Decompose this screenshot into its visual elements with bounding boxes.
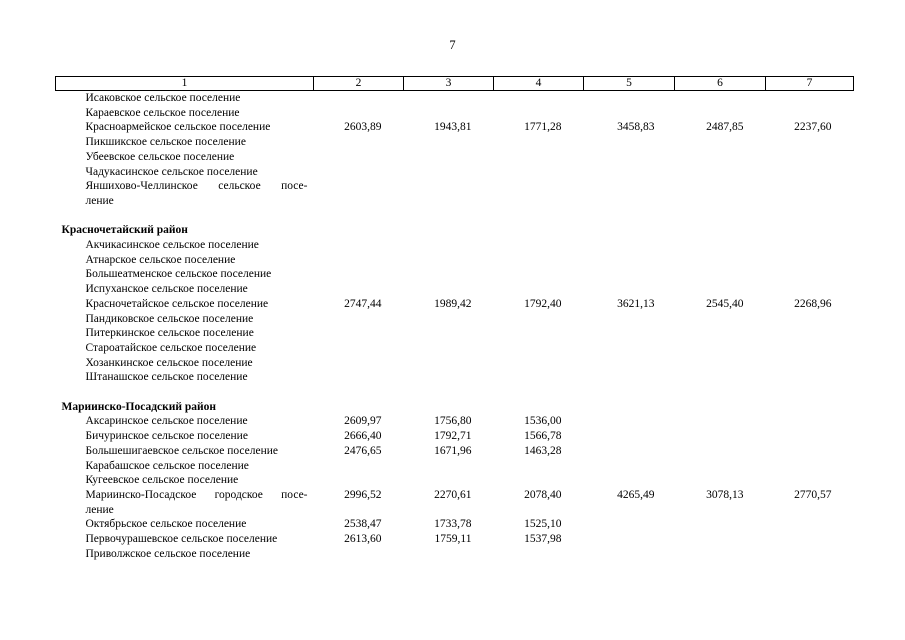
settlement-name: Бичуринское сельское поселение bbox=[85, 430, 248, 443]
value-col-5 bbox=[584, 517, 675, 532]
page-number: 7 bbox=[449, 38, 456, 52]
value-col-7 bbox=[766, 135, 854, 150]
value-col-3: 1989,42 bbox=[434, 297, 472, 310]
value-col-2 bbox=[314, 194, 404, 209]
value-col-5 bbox=[584, 503, 675, 518]
header-col-4: 4 bbox=[494, 77, 584, 91]
value-col-2: 2476,65 bbox=[344, 444, 382, 457]
settlement-name: ление bbox=[85, 194, 114, 207]
settlement-name: Атнарское сельское поселение bbox=[85, 253, 236, 266]
value-col-4: 1536,00 bbox=[524, 415, 562, 428]
value-col-3 bbox=[404, 135, 494, 150]
district-header-row bbox=[56, 400, 854, 415]
settlement-name: Пикшикское сельское поселение bbox=[85, 136, 246, 149]
settlement-name: Аксаринское сельское поселение bbox=[85, 415, 248, 428]
value-col-3 bbox=[404, 356, 494, 371]
header-col-2: 2 bbox=[314, 77, 404, 91]
settlement-name: Красночетайское сельское поселение bbox=[85, 297, 269, 310]
value-col-7 bbox=[766, 106, 854, 121]
table-row bbox=[56, 282, 854, 297]
value-col-5 bbox=[584, 547, 675, 562]
value-col-4 bbox=[494, 473, 584, 488]
value-col-5 bbox=[584, 194, 675, 209]
value-col-5 bbox=[584, 326, 675, 341]
value-col-2 bbox=[314, 106, 404, 121]
settlement-name: Кугеевское сельское поселение bbox=[85, 474, 239, 487]
value-col-7: 2770,57 bbox=[794, 488, 832, 501]
value-col-4: 1792,40 bbox=[524, 297, 562, 310]
value-col-6 bbox=[675, 517, 766, 532]
value-col-3 bbox=[404, 547, 494, 562]
value-col-6 bbox=[675, 473, 766, 488]
value-col-2 bbox=[314, 91, 404, 106]
settlement-name: Приволжское сельское поселение bbox=[85, 547, 251, 560]
settlement-name: Акчикасинское сельское поселение bbox=[85, 239, 259, 252]
value-col-4 bbox=[494, 267, 584, 282]
value-col-4 bbox=[494, 194, 584, 209]
value-col-2 bbox=[314, 267, 404, 282]
settlement-name: Большеатменское сельское поселение bbox=[85, 268, 272, 281]
value-col-3 bbox=[404, 194, 494, 209]
district-name: Красночетайский район bbox=[61, 224, 188, 237]
value-col-5 bbox=[584, 238, 675, 253]
value-col-5 bbox=[584, 150, 675, 165]
value-col-4: 1537,98 bbox=[524, 533, 562, 546]
table-row bbox=[56, 547, 854, 562]
value-col-3: 1792,71 bbox=[434, 430, 472, 443]
header-col-7: 7 bbox=[766, 77, 854, 91]
value-col-4 bbox=[494, 370, 584, 385]
data-table bbox=[55, 76, 854, 561]
value-col-6 bbox=[675, 135, 766, 150]
value-col-5 bbox=[584, 267, 675, 282]
header-col-5: 5 bbox=[584, 77, 675, 91]
table-row bbox=[56, 341, 854, 356]
value-col-4 bbox=[494, 135, 584, 150]
value-col-2 bbox=[314, 326, 404, 341]
district-header-row bbox=[56, 223, 854, 238]
value-col-5 bbox=[584, 341, 675, 356]
value-col-7 bbox=[766, 267, 854, 282]
value-col-7 bbox=[766, 312, 854, 327]
value-col-2 bbox=[314, 135, 404, 150]
value-col-6 bbox=[675, 356, 766, 371]
settlement-name: Убеевское сельское поселение bbox=[85, 150, 235, 163]
value-col-3 bbox=[404, 253, 494, 268]
settlement-name: ление bbox=[85, 503, 114, 516]
value-col-2 bbox=[314, 150, 404, 165]
value-col-4 bbox=[494, 282, 584, 297]
table-row bbox=[56, 370, 854, 385]
value-col-6: 2545,40 bbox=[706, 297, 744, 310]
value-col-3 bbox=[404, 473, 494, 488]
table-row bbox=[56, 91, 854, 106]
value-col-3 bbox=[404, 179, 494, 194]
table-row bbox=[56, 459, 854, 474]
value-col-4 bbox=[494, 312, 584, 327]
table-row bbox=[56, 356, 854, 371]
value-col-2: 2538,47 bbox=[344, 518, 382, 531]
value-col-7 bbox=[766, 150, 854, 165]
value-col-3 bbox=[404, 503, 494, 518]
value-col-4: 1566,78 bbox=[524, 430, 562, 443]
value-col-6 bbox=[675, 253, 766, 268]
value-col-7: 2237,60 bbox=[794, 121, 832, 134]
table-row bbox=[56, 267, 854, 282]
value-col-7 bbox=[766, 194, 854, 209]
spacer-row bbox=[56, 209, 854, 224]
value-col-4 bbox=[494, 179, 584, 194]
table-row bbox=[56, 135, 854, 150]
value-col-4 bbox=[494, 341, 584, 356]
value-col-6 bbox=[675, 532, 766, 547]
table-row bbox=[56, 179, 854, 194]
value-col-3 bbox=[404, 150, 494, 165]
value-col-3 bbox=[404, 165, 494, 180]
settlement-name: Караевское сельское поселение bbox=[85, 106, 240, 119]
value-col-7 bbox=[766, 253, 854, 268]
value-col-2 bbox=[314, 282, 404, 297]
value-col-5 bbox=[584, 106, 675, 121]
value-col-3 bbox=[404, 312, 494, 327]
value-col-4 bbox=[494, 547, 584, 562]
value-col-5 bbox=[584, 414, 675, 429]
value-col-3: 1756,80 bbox=[434, 415, 472, 428]
value-col-7 bbox=[766, 414, 854, 429]
value-col-3: 1943,81 bbox=[434, 121, 472, 134]
value-col-6 bbox=[675, 326, 766, 341]
value-col-7 bbox=[766, 179, 854, 194]
settlement-name: Питеркинское сельское поселение bbox=[85, 327, 254, 340]
table-row bbox=[56, 503, 854, 518]
spacer-cell bbox=[56, 209, 854, 224]
value-col-5 bbox=[584, 459, 675, 474]
value-col-4 bbox=[494, 326, 584, 341]
header-col-6: 6 bbox=[675, 77, 766, 91]
value-col-2 bbox=[314, 473, 404, 488]
value-col-3 bbox=[404, 341, 494, 356]
table-row bbox=[56, 238, 854, 253]
value-col-6 bbox=[675, 106, 766, 121]
value-col-4 bbox=[494, 459, 584, 474]
value-col-6 bbox=[675, 91, 766, 106]
value-col-7: 2268,96 bbox=[794, 297, 832, 310]
value-col-2 bbox=[314, 503, 404, 518]
value-col-2 bbox=[314, 370, 404, 385]
table-row bbox=[56, 165, 854, 180]
value-col-4 bbox=[494, 165, 584, 180]
settlement-name: Штанашское сельское поселение bbox=[85, 371, 248, 384]
value-col-3 bbox=[404, 238, 494, 253]
settlement-name: Мариинско-Посадское городское посе- bbox=[85, 488, 308, 501]
value-col-7 bbox=[766, 91, 854, 106]
settlement-name: Первочурашевское сельское поселение bbox=[85, 533, 278, 546]
value-col-6 bbox=[675, 429, 766, 444]
value-col-5 bbox=[584, 135, 675, 150]
value-col-2: 2747,44 bbox=[344, 297, 382, 310]
value-col-6 bbox=[675, 165, 766, 180]
value-col-2 bbox=[314, 179, 404, 194]
settlement-name: Хозанкинское сельское поселение bbox=[85, 356, 253, 369]
value-col-3: 1759,11 bbox=[434, 533, 472, 546]
value-col-7 bbox=[766, 238, 854, 253]
value-col-3 bbox=[404, 282, 494, 297]
value-col-6 bbox=[675, 194, 766, 209]
value-col-3: 1733,78 bbox=[434, 518, 472, 531]
table-row bbox=[56, 326, 854, 341]
value-col-3 bbox=[404, 91, 494, 106]
table-row bbox=[56, 150, 854, 165]
value-col-4 bbox=[494, 150, 584, 165]
value-col-2: 2666,40 bbox=[344, 430, 382, 443]
value-col-7 bbox=[766, 429, 854, 444]
value-col-6 bbox=[675, 414, 766, 429]
value-col-4 bbox=[494, 91, 584, 106]
value-col-4 bbox=[494, 503, 584, 518]
value-col-7 bbox=[766, 517, 854, 532]
value-col-6 bbox=[675, 341, 766, 356]
value-col-4 bbox=[494, 238, 584, 253]
value-col-5 bbox=[584, 429, 675, 444]
value-col-3: 2270,61 bbox=[434, 488, 472, 501]
value-col-3: 1671,96 bbox=[434, 444, 472, 457]
value-col-6: 3078,13 bbox=[706, 488, 744, 501]
value-col-5: 4265,49 bbox=[617, 488, 655, 501]
table-row bbox=[56, 532, 854, 547]
value-col-2 bbox=[314, 238, 404, 253]
table-row bbox=[56, 473, 854, 488]
value-col-2 bbox=[314, 341, 404, 356]
settlement-name: Карабашское сельское поселение bbox=[85, 459, 249, 472]
value-col-4 bbox=[494, 356, 584, 371]
value-col-2: 2603,89 bbox=[344, 121, 382, 134]
value-col-7 bbox=[766, 444, 854, 459]
table-row bbox=[56, 297, 854, 312]
spacer-cell bbox=[56, 385, 854, 400]
value-col-5 bbox=[584, 282, 675, 297]
settlement-name: Большешигаевское сельское поселение bbox=[85, 444, 279, 457]
table-row bbox=[56, 312, 854, 327]
value-col-7 bbox=[766, 473, 854, 488]
value-col-7 bbox=[766, 547, 854, 562]
value-col-3 bbox=[404, 106, 494, 121]
value-col-5 bbox=[584, 532, 675, 547]
settlement-name: Октябрьское сельское поселение bbox=[85, 518, 247, 531]
value-col-3 bbox=[404, 326, 494, 341]
value-col-2: 2613,60 bbox=[344, 533, 382, 546]
column-number-header bbox=[56, 77, 854, 91]
value-col-2 bbox=[314, 356, 404, 371]
value-col-6 bbox=[675, 547, 766, 562]
value-col-6 bbox=[675, 312, 766, 327]
value-col-5 bbox=[584, 370, 675, 385]
table-row bbox=[56, 414, 854, 429]
value-col-3 bbox=[404, 459, 494, 474]
value-col-5 bbox=[584, 473, 675, 488]
value-col-2: 2996,52 bbox=[344, 488, 382, 501]
value-col-4: 1771,28 bbox=[524, 121, 562, 134]
value-col-5 bbox=[584, 356, 675, 371]
value-col-7 bbox=[766, 341, 854, 356]
settlement-name: Красноармейское сельское поселение bbox=[85, 121, 271, 134]
value-col-7 bbox=[766, 503, 854, 518]
value-col-7 bbox=[766, 282, 854, 297]
settlement-name: Яншихово-Челлинское сельское посе- bbox=[85, 180, 308, 193]
value-col-5: 3621,13 bbox=[617, 297, 655, 310]
value-col-5 bbox=[584, 91, 675, 106]
spacer-row bbox=[56, 385, 854, 400]
value-col-6 bbox=[675, 459, 766, 474]
value-col-7 bbox=[766, 370, 854, 385]
value-col-5 bbox=[584, 253, 675, 268]
table-row bbox=[56, 444, 854, 459]
header-col-1: 1 bbox=[56, 77, 314, 91]
value-col-7 bbox=[766, 356, 854, 371]
value-col-6 bbox=[675, 238, 766, 253]
settlement-name: Исаковское сельское поселение bbox=[85, 92, 241, 104]
value-col-6: 2487,85 bbox=[706, 121, 744, 134]
value-col-5: 3458,83 bbox=[617, 121, 655, 134]
value-col-6 bbox=[675, 370, 766, 385]
table-body bbox=[56, 91, 854, 562]
value-col-2: 2609,97 bbox=[344, 415, 382, 428]
settlement-name: Староатайское сельское поселение bbox=[85, 341, 257, 354]
value-col-5 bbox=[584, 165, 675, 180]
table-row bbox=[56, 429, 854, 444]
value-col-4 bbox=[494, 106, 584, 121]
value-col-6 bbox=[675, 150, 766, 165]
value-col-4: 1525,10 bbox=[524, 518, 562, 531]
value-col-6 bbox=[675, 444, 766, 459]
value-col-3 bbox=[404, 370, 494, 385]
value-col-5 bbox=[584, 179, 675, 194]
value-col-6 bbox=[675, 503, 766, 518]
value-col-2 bbox=[314, 312, 404, 327]
value-col-7 bbox=[766, 165, 854, 180]
table-row bbox=[56, 194, 854, 209]
value-col-5 bbox=[584, 444, 675, 459]
value-col-7 bbox=[766, 532, 854, 547]
header-col-3: 3 bbox=[404, 77, 494, 91]
table-row bbox=[56, 120, 854, 135]
table-row bbox=[56, 488, 854, 503]
table-row bbox=[56, 517, 854, 532]
table-row bbox=[56, 253, 854, 268]
value-col-3 bbox=[404, 267, 494, 282]
value-col-2 bbox=[314, 165, 404, 180]
value-col-2 bbox=[314, 459, 404, 474]
settlement-name: Чадукасинское сельское поселение bbox=[85, 165, 258, 178]
table-row bbox=[56, 106, 854, 121]
value-col-6 bbox=[675, 179, 766, 194]
value-col-2 bbox=[314, 253, 404, 268]
settlement-name: Испуханское сельское поселение bbox=[85, 283, 248, 296]
value-col-2 bbox=[314, 547, 404, 562]
value-col-4: 1463,28 bbox=[524, 444, 562, 457]
value-col-4 bbox=[494, 253, 584, 268]
settlement-name: Пандиковское сельское поселение bbox=[85, 312, 254, 325]
value-col-6 bbox=[675, 267, 766, 282]
value-col-4: 2078,40 bbox=[524, 488, 562, 501]
district-name: Мариинско-Посадский район bbox=[61, 400, 217, 413]
value-col-6 bbox=[675, 282, 766, 297]
value-col-5 bbox=[584, 312, 675, 327]
value-col-7 bbox=[766, 459, 854, 474]
value-col-7 bbox=[766, 326, 854, 341]
